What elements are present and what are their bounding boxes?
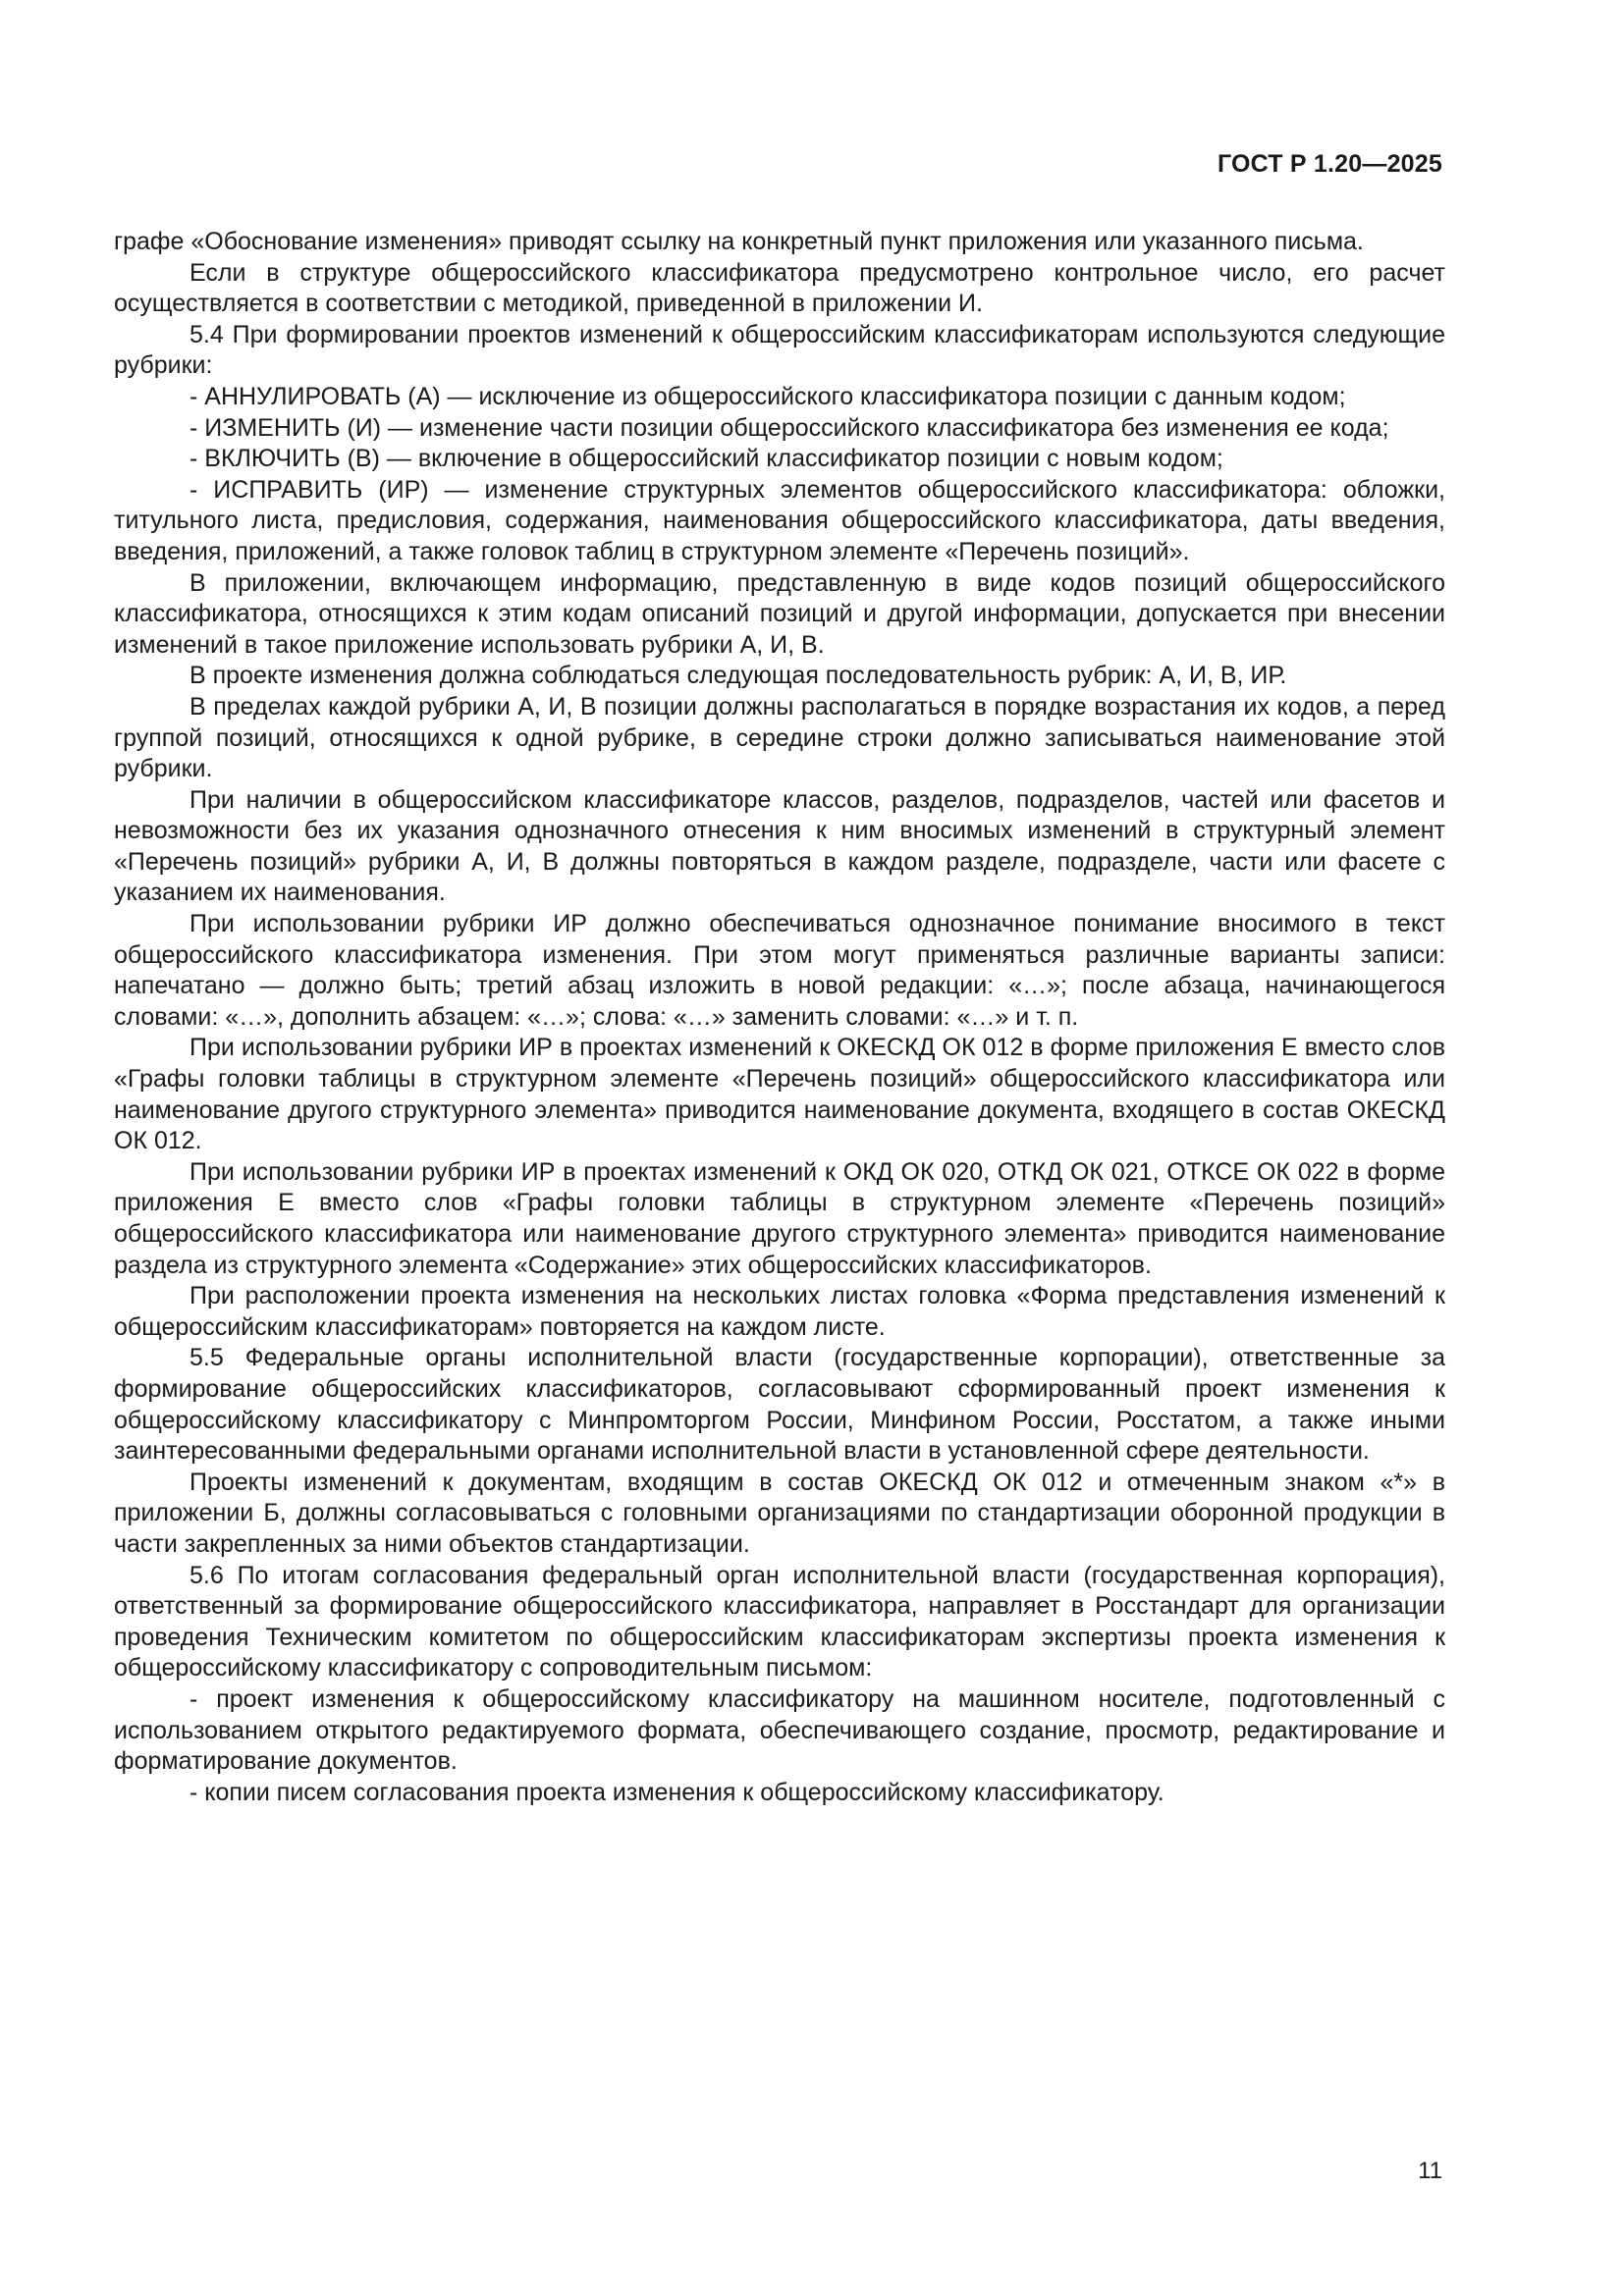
paragraph-ir-usage: При использовании рубрики ИР должно обеспечиваться однозначное понимание вносимого в текст общероссийского классификатора изменения. При этом могут применяться различные варианты записи: напечатано — должно быть; третий абзац изложить в новой редакции: «…»; после абзаца, начинающегося словами: «…», дополнить абзацем: «…»; слова: «…» заменить словами: «…» и т. п. [114, 910, 1445, 1031]
paragraph-rubric-order: В проекте изменения должна соблюдаться следующая последовательность рубрик: А, И, В, ИР. [189, 662, 1287, 690]
page-number: 11 [1418, 2158, 1442, 2184]
paragraph-okd-otkd-otkse: При использовании рубрики ИР в проектах изменений к ОКД ОК 020, ОТКД ОК 021, ОТКСЕ ОК 022 в форме приложения Е вместо слов «Графы головки таблицы в структурном элементе «Перечень позиций» общероссийского классификатора или наименование другого структурного элемента» приводится наименование раздела из структурного элемента «Содержание» этих общероссийских классификаторов. [114, 1157, 1445, 1279]
paragraph-code-order: В пределах каждой рубрики А, И, В позиции должны располагаться в порядке возрастания их кодов, а перед группой позиций, относящихся к одной рубрике, в середине строки должно записываться наименование этой рубрики. [114, 692, 1445, 783]
paragraph-okeskd: При использовании рубрики ИР в проектах изменений к ОКЕСКД ОК 012 в форме приложения Е вместо слов «Графы головки таблицы в структурном элементе «Перечень позиций» общероссийского классификатора или наименование другого структурного элемента» приводится наименование документа, входящего в состав ОКЕСКД ОК 012. [114, 1034, 1445, 1155]
paragraph-appendix-rubrics: В приложении, включающем информацию, представленную в виде кодов позиций общероссийского классификатора, относящихся к этим кодам описаний позиций и другой информации, допускается при внесении изменений в такое приложение использовать рубрики А, И, В. [114, 568, 1445, 659]
clause-5-4: 5.4 При формировании проектов изменений к общероссийским классификаторам используются следующие рубрики: [114, 320, 1445, 380]
paragraph-control-number: Если в структуре общероссийского классификатора предусмотрено контрольное число, его расчет осуществляется в соответствии с методикой, приведенной в приложении И. [114, 258, 1445, 318]
paragraph-multiple-sheets: При расположении проекта изменения на нескольких листах головка «Форма представления изменений к общероссийским классификаторам» повторяется на каждом листе. [114, 1282, 1445, 1341]
list-item-annul: - АННУЛИРОВАТЬ (А) — исключение из общероссийского классификатора позиции с данным кодом; [189, 382, 1346, 410]
clause-5-5: 5.5 Федеральные органы исполнительной власти (государственные корпорации), ответственные за формирование общероссийских классификаторов, согласовывают сформированный проект изменения к общероссийскому классификатору с Минпромторгом России, Минфином России, Росстатом, а также иными заинтересованными федеральными органами исполнительной власти в установленной сфере деятельности. [114, 1344, 1445, 1466]
paragraph-sections: При наличии в общероссийском классификаторе классов, разделов, подразделов, частей или фасетов и невозможности без их указания однозначного отнесения к ним вносимых изменений в структурный элемент «Перечень позиций» рубрики А, И, В должны повторяться в каждом разделе, подразделе, части или фасете с указанием их наименования. [114, 785, 1445, 907]
list-item-change: - ИЗМЕНИТЬ (И) — изменение части позиции общероссийского классификатора без изменения ее кода; [189, 413, 1389, 442]
paragraph-continuation: графе «Обоснование изменения» приводят ссылку на конкретный пункт приложения или указанного письма. [114, 228, 1364, 255]
list-item-machine-medium: - проект изменения к общероссийскому классификатору на машинном носителе, подготовленный с использованием открытого редактируемого формата, обеспечивающего создание, просмотр, редактирование и форматирование документов. [114, 1684, 1445, 1776]
document-body [114, 227, 1445, 1808]
list-item-correct: - ИСПРАВИТЬ (ИР) — изменение структурных элементов общероссийского классификатора: обложки, титульного листа, предисловия, содержания, наименования общероссийского классификатора, даты введения, введения, приложений, а также головок таблиц в структурном элементе «Перечень позиций». [114, 475, 1445, 565]
list-item-include: - ВКЛЮЧИТЬ (В) — включение в общероссийский классификатор позиции с новым кодом; [189, 445, 1223, 473]
standard-designation: ГОСТ Р 1.20—2025 [1217, 150, 1442, 178]
list-item-approval-copies: - копии писем согласования проекта изменения к общероссийскому классификатору. [189, 1778, 1164, 1806]
paragraph-defense-approval: Проекты изменений к документам, входящим в состав ОКЕСКД ОК 012 и отмеченным знаком «*» в приложении Б, должны согласовываться с головными организациями по стандартизации оборонной продукции в части закрепленных за ними объектов стандартизации. [114, 1468, 1445, 1558]
clause-5-6: 5.6 По итогам согласования федеральный орган исполнительной власти (государственная корпорация), ответственный за формирование общероссийского классификатора, направляет в Росстандарт для организации проведения Техническим комитетом по общероссийским классификаторам экспертизы проекта изменения к общероссийскому классификатору с сопроводительным письмом: [114, 1561, 1445, 1682]
